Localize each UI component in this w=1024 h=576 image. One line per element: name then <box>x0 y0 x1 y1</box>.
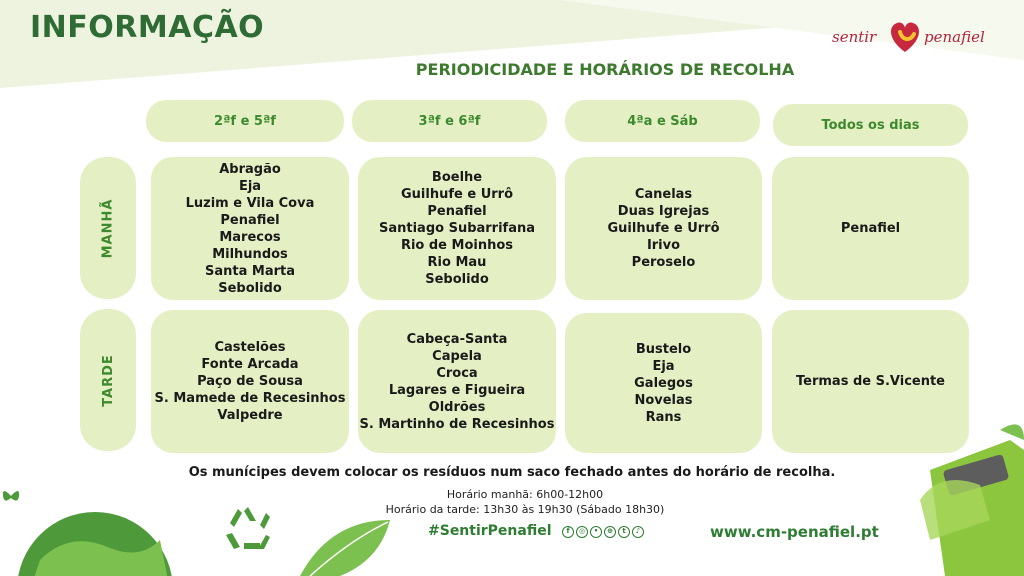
row-label-morning-text: MANHÃ <box>100 198 116 258</box>
facebook-icon[interactable]: f <box>562 526 574 538</box>
parish-name: Irivo <box>646 238 681 253</box>
parish-name: Galegos <box>634 375 693 391</box>
column-header-every-day: Todos os dias <box>773 104 968 146</box>
logo-word-sentir: sentir <box>832 28 877 46</box>
parish-name: Penafiel <box>220 212 280 228</box>
parish-name: Santa Marta <box>204 263 295 279</box>
parish-name: S. Martinho de Recesinhos <box>359 416 555 432</box>
parish-name: Capela <box>432 348 482 364</box>
schedule-cell <box>358 310 556 453</box>
parish-name: Santiago Subarrifana <box>378 221 536 236</box>
parish-name: Rio Mau <box>427 255 487 270</box>
parish-name: Lagares e Figueira <box>388 382 526 398</box>
heart-logo-icon <box>886 18 924 54</box>
parish-name: Guilhufe e Urrô <box>607 221 720 236</box>
parish-name: Marecos <box>219 229 281 245</box>
parish-name: Luzim e Vila Cova <box>185 195 315 211</box>
website-link[interactable]: www.cm-penafiel.pt <box>710 523 879 541</box>
twitter-icon[interactable]: t <box>618 526 630 538</box>
parish-name: Canelas <box>634 187 693 202</box>
row-label-morning <box>80 157 136 299</box>
parish-name: Eja <box>652 358 675 374</box>
parish-name: Novelas <box>634 392 693 408</box>
social-icons <box>562 526 644 538</box>
row-label-afternoon <box>80 309 136 451</box>
schedule-cell <box>151 310 349 453</box>
row-label-afternoon-text: TARDE <box>100 353 116 407</box>
parish-name: Milhundos <box>212 246 288 262</box>
parish-name: Oldrões <box>428 399 486 415</box>
parish-name: Rans <box>645 409 682 425</box>
parish-name: Guilhufe e Urrô <box>401 187 513 202</box>
parish-name: Sebolido <box>425 272 489 287</box>
parish-name: Paço de Sousa <box>197 374 303 389</box>
column-header-mon-thu: 2ªf e 5ªf <box>146 100 344 142</box>
tiktok-icon[interactable]: ♪ <box>632 526 644 538</box>
schedule-cell <box>565 313 762 453</box>
schedule-cell <box>565 157 762 300</box>
recycle-icon <box>222 503 274 553</box>
parish-name: Fonte Arcada <box>201 357 299 372</box>
column-header-tue-fri: 3ªf e 6ªf <box>352 100 547 142</box>
flickr-icon[interactable]: • <box>590 526 602 538</box>
parish-name: Penafiel <box>840 221 901 236</box>
parish-name: Rio de Moinhos <box>400 238 514 253</box>
schedule-cell <box>151 157 349 300</box>
page-subtitle: PERIODICIDADE E HORÁRIOS DE RECOLHA <box>415 60 795 79</box>
parish-name: Bustelo <box>635 341 692 357</box>
parish-name: Abragão <box>219 161 281 177</box>
page-title: INFORMAÇÃO <box>30 10 265 45</box>
parish-name: Eja <box>238 178 262 194</box>
parish-name: Peroselo <box>631 255 696 270</box>
morning-hours: Horário manhã: 6h00-12h00 <box>446 488 604 501</box>
parish-name: S. Mamede de Recesinhos <box>154 391 346 406</box>
column-header-wed-sat: 4ªa e Sáb <box>565 100 760 142</box>
schedule-cell <box>772 310 969 453</box>
schedule-cell <box>772 157 969 300</box>
parish-name: Penafiel <box>427 204 487 219</box>
afternoon-hours: Horário da tarde: 13h30 às 19h30 (Sábado 18h30) <box>385 503 665 516</box>
hashtag: #SentirPenafiel <box>428 523 552 539</box>
parish-name: Duas Igrejas <box>617 204 710 219</box>
parish-name: Valpedre <box>217 408 283 423</box>
instagram-icon[interactable]: ◎ <box>576 526 588 538</box>
parish-name: Castelões <box>214 340 286 355</box>
logo-word-penafiel: penafiel <box>924 28 985 46</box>
web-icon[interactable]: ⊕ <box>604 526 616 538</box>
parish-name: Cabeça-Santa <box>406 331 508 347</box>
parish-name: Sebolido <box>218 280 282 296</box>
parish-name: Croca <box>436 365 478 381</box>
parish-name: Boelhe <box>431 170 483 185</box>
sentir-penafiel-logo <box>832 18 1002 58</box>
schedule-cell <box>358 157 556 300</box>
footer-note: Os munícipes devem colocar os resíduos num saco fechado antes do horário de recolha. <box>188 465 836 480</box>
butterfly-icon <box>0 486 22 506</box>
parish-name: Termas de S.Vicente <box>796 374 945 389</box>
